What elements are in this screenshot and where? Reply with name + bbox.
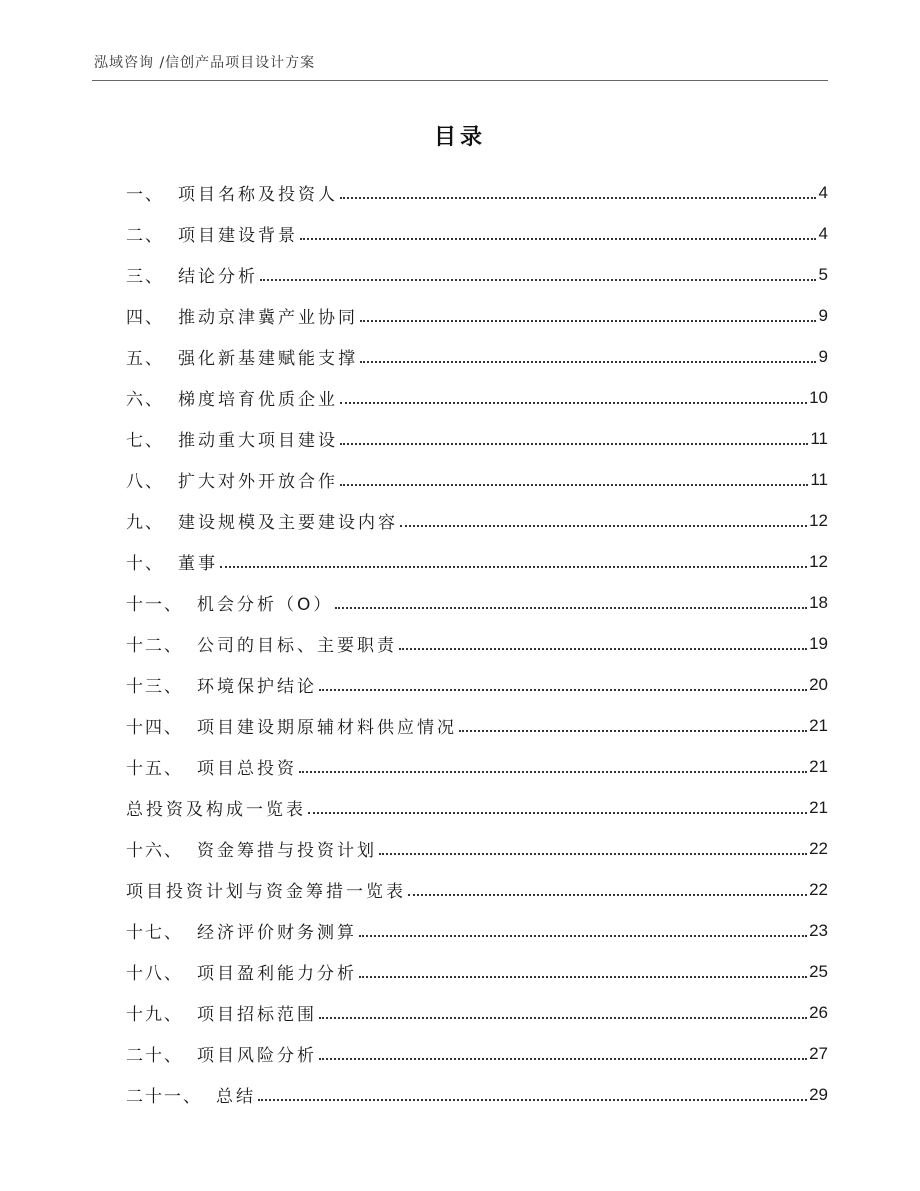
toc-entry[interactable] xyxy=(126,541,828,582)
toc-entry[interactable] xyxy=(126,623,828,664)
toc-label: 董事 xyxy=(178,554,218,574)
toc-leader-dots xyxy=(340,467,808,486)
toc-page-number: 21 xyxy=(809,756,828,776)
toc-page-number: 10 xyxy=(809,387,828,407)
toc-label: 项目招标范围 xyxy=(197,1005,317,1025)
toc-number: 十一、 xyxy=(126,595,183,615)
toc-leader-dots xyxy=(340,426,808,445)
toc-entry[interactable] xyxy=(126,418,828,459)
toc-leader-dots xyxy=(359,918,807,937)
toc-entry[interactable] xyxy=(126,336,828,377)
toc-number: 七、 xyxy=(126,431,164,451)
toc-number: 十七、 xyxy=(126,923,183,943)
toc-number: 十三、 xyxy=(126,677,183,697)
toc-leader-dots xyxy=(220,549,807,568)
toc-label: 建设规模及主要建设内容 xyxy=(178,513,398,533)
toc-leader-dots xyxy=(340,385,807,404)
toc-number: 十九、 xyxy=(126,1005,183,1025)
toc-label: 项目名称及投资人 xyxy=(178,185,338,205)
toc-label: 结论分析 xyxy=(178,267,258,287)
toc-page-number: 26 xyxy=(809,1002,828,1022)
toc-page-number: 22 xyxy=(809,838,828,858)
toc-number: 十四、 xyxy=(126,718,183,738)
toc-label: 扩大对外开放合作 xyxy=(178,472,338,492)
toc-leader-dots xyxy=(308,795,807,814)
toc-entry[interactable] xyxy=(126,746,828,787)
toc-leader-dots xyxy=(360,344,816,363)
toc-number: 十二、 xyxy=(126,636,183,656)
toc-number: 十、 xyxy=(126,554,164,574)
toc-number: 五、 xyxy=(126,349,164,369)
toc-leader-dots xyxy=(400,508,807,527)
toc-entry[interactable] xyxy=(126,377,828,418)
toc-entry[interactable] xyxy=(126,1074,828,1115)
toc-label: 项目建设期原辅材料供应情况 xyxy=(197,718,457,738)
toc-label: 公司的目标、主要职责 xyxy=(197,636,397,656)
toc-label: 推动京津冀产业协同 xyxy=(178,308,358,328)
toc-page-number: 21 xyxy=(809,797,828,817)
toc-leader-dots xyxy=(319,672,807,691)
toc-page-number: 4 xyxy=(818,223,828,243)
toc-leader-dots xyxy=(408,877,807,896)
toc-label: 环境保护结论 xyxy=(197,677,317,697)
toc-leader-dots xyxy=(399,631,807,650)
toc-number: 六、 xyxy=(126,390,164,410)
toc-number: 九、 xyxy=(126,513,164,533)
toc-page-number: 4 xyxy=(818,182,828,202)
toc-number: 十五、 xyxy=(126,759,183,779)
toc-leader-dots xyxy=(359,959,807,978)
toc-number: 十八、 xyxy=(126,964,183,984)
toc-entry[interactable] xyxy=(126,664,828,705)
toc-number: 八、 xyxy=(126,472,164,492)
toc-label: 推动重大项目建设 xyxy=(178,431,338,451)
toc-leader-dots xyxy=(319,1041,807,1060)
toc-label: 项目风险分析 xyxy=(197,1046,317,1066)
toc-label: 总投资及构成一览表 xyxy=(126,800,306,820)
toc-page-number: 18 xyxy=(809,592,828,612)
toc-label: 强化新基建赋能支撑 xyxy=(178,349,358,369)
toc-label: 机会分析（O） xyxy=(197,595,334,615)
toc-page-number: 11 xyxy=(810,428,828,448)
toc-label: 项目总投资 xyxy=(197,759,297,779)
toc-leader-dots xyxy=(319,1000,807,1019)
header-divider xyxy=(92,80,828,81)
toc-page-number: 5 xyxy=(818,264,828,284)
toc-number: 二十、 xyxy=(126,1046,183,1066)
toc-page-number: 9 xyxy=(818,305,828,325)
toc-page-number: 25 xyxy=(809,961,828,981)
toc-entry[interactable] xyxy=(126,828,828,869)
toc-entry[interactable] xyxy=(126,1033,828,1074)
toc-entry[interactable] xyxy=(126,910,828,951)
toc-number: 四、 xyxy=(126,308,164,328)
toc-leader-dots xyxy=(459,713,807,732)
toc-number: 一、 xyxy=(126,185,164,205)
toc-label: 资金筹措与投资计划 xyxy=(197,841,377,861)
toc-page-number: 12 xyxy=(809,510,828,530)
toc-leader-dots xyxy=(300,221,816,240)
toc-page-number: 12 xyxy=(809,551,828,571)
toc-page-number: 20 xyxy=(809,674,828,694)
toc-entry[interactable] xyxy=(126,459,828,500)
toc-page-number: 29 xyxy=(809,1084,828,1104)
table-of-contents xyxy=(126,172,828,1115)
toc-leader-dots xyxy=(299,754,807,773)
toc-page-number: 27 xyxy=(809,1043,828,1063)
toc-page-number: 9 xyxy=(818,346,828,366)
toc-label: 总结 xyxy=(216,1087,256,1107)
toc-page-number: 19 xyxy=(809,633,828,653)
toc-entry[interactable] xyxy=(126,705,828,746)
toc-page-number: 22 xyxy=(809,879,828,899)
toc-entry[interactable] xyxy=(126,869,828,910)
toc-number: 十六、 xyxy=(126,841,183,861)
toc-number: 三、 xyxy=(126,267,164,287)
toc-label: 项目盈利能力分析 xyxy=(197,964,357,984)
toc-entry[interactable] xyxy=(126,254,828,295)
toc-label: 梯度培育优质企业 xyxy=(178,390,338,410)
toc-leader-dots xyxy=(335,590,807,609)
toc-page-number: 21 xyxy=(809,715,828,735)
toc-label: 项目建设背景 xyxy=(178,226,298,246)
toc-number: 二、 xyxy=(126,226,164,246)
toc-page-number: 11 xyxy=(810,469,828,489)
toc-leader-dots xyxy=(360,303,816,322)
toc-entry[interactable] xyxy=(126,213,828,254)
toc-leader-dots xyxy=(379,836,807,855)
toc-entry[interactable] xyxy=(126,172,828,213)
toc-label: 经济评价财务测算 xyxy=(197,923,357,943)
toc-entry[interactable] xyxy=(126,500,828,541)
toc-entry[interactable] xyxy=(126,992,828,1033)
toc-number: 二十一、 xyxy=(126,1087,202,1107)
toc-page-number: 23 xyxy=(809,920,828,940)
toc-label: 项目投资计划与资金筹措一览表 xyxy=(126,882,406,902)
toc-entry[interactable] xyxy=(126,951,828,992)
toc-leader-dots xyxy=(258,1082,807,1101)
toc-leader-dots xyxy=(340,180,816,199)
toc-entry[interactable] xyxy=(126,582,828,623)
toc-entry[interactable] xyxy=(126,787,828,828)
running-header: 泓域咨询 /信创产品项目设计方案 xyxy=(94,55,316,71)
toc-leader-dots xyxy=(260,262,816,281)
toc-entry[interactable] xyxy=(126,295,828,336)
page-title: 目录 xyxy=(433,125,486,150)
